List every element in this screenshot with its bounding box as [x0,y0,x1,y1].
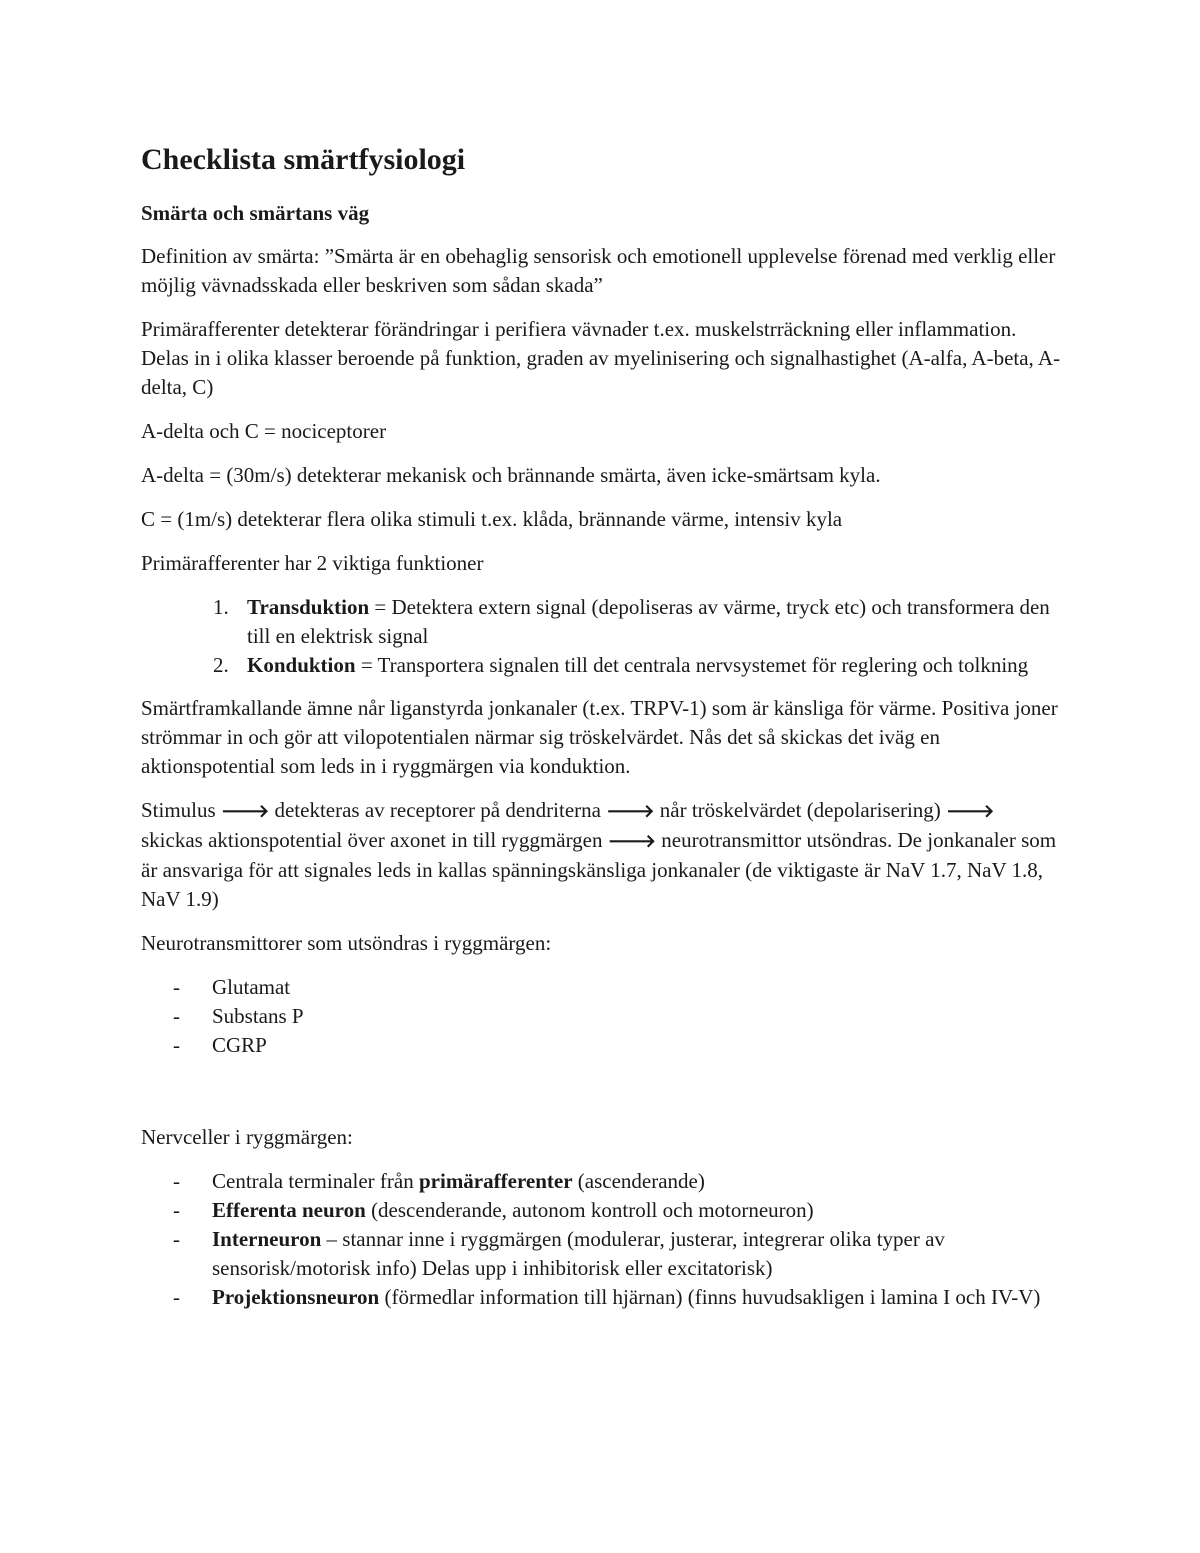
document-page [141,140,1061,1327]
list-number: 1. [213,595,229,619]
right-arrow-icon: 🡒 [606,801,655,822]
term-projektionsneuron: Projektionsneuron [212,1285,380,1309]
list-item-text: = Transportera signalen till det centrala nervsystemet för reglering och tolkning [355,653,1029,677]
list-item [141,1002,1061,1031]
list-item [141,1225,1061,1283]
term-transduktion: Transduktion [247,595,370,619]
list-number: 2. [213,653,229,677]
list-item-text: Substans P [212,1004,304,1028]
smartframkallande-paragraph: Smärtframkallande ämne når liganstyrda jonkanaler (t.ex. TRPV-1) som är känsliga för värme. Positiva joner strömmar in och gör att vilopotentialen närmar sig tröskelvärdet. Nås det så skickas det iväg en aktionspotential som leds in i ryggmärgen via konduktion. [141,696,1058,778]
term-efferenta-neuron: Efferenta neuron [212,1198,366,1222]
list-item-text: Glutamat [212,975,291,999]
functions-intro: Primärafferenter har 2 viktiga funktioner [141,551,484,575]
term-konduktion: Konduktion [247,653,356,677]
neurotransmittorer-list [141,973,1061,1060]
chain-text: Stimulus [141,798,221,822]
list-item-text: (descenderande, autonom kontroll och motorneuron) [365,1198,814,1222]
list-item-text: Centrala terminaler från [212,1169,419,1193]
c-fiber-paragraph: C = (1m/s) detekterar flera olika stimuli t.ex. klåda, brännande värme, intensiv kyla [141,507,843,531]
list-dash: - [173,1227,180,1251]
list-item [141,1167,1061,1196]
chain-text: detekteras av receptorer på dendriterna [269,798,607,822]
adelta-paragraph: A-delta = (30m/s) detekterar mekanisk och brännande smärta, även icke-smärtsam kyla. [141,463,881,487]
neurotransmittorer-intro: Neurotransmittorer som utsöndras i ryggmärgen: [141,931,552,955]
list-item [141,1196,1061,1225]
term-interneuron: Interneuron [212,1227,322,1251]
list-item [141,1283,1061,1312]
nociceptorer-paragraph: A-delta och C = nociceptorer [141,419,387,443]
chain-text: skickas aktionspotential över axonet in till ryggmärgen [141,828,608,852]
chain-text: neurotransmittor utsöndras. De jonkanaler som är ansvariga för att signales leds in kallas spänningskänsliga jonkanaler (de viktigaste är NaV 1.7, NaV 1.8, NaV 1.9) [141,828,1057,911]
list-item-text: = Detektera extern signal (depoliseras av värme, tryck etc) och transformera den till en elektrisk signal [247,595,1050,648]
primarafferenter-paragraph: Primärafferenter detekterar förändringar i perifiera vävnader t.ex. muskelstrräckning eller inflammation. Delas in i olika klasser beroende på funktion, graden av myelinisering och signalhastighet (A-alfa, A-beta, A-delta, C) [141,317,1061,399]
stimulus-chain-paragraph [141,796,1061,914]
nervceller-intro: Nervceller i ryggmärgen: [141,1125,353,1149]
list-dash: - [173,1004,180,1028]
list-item [141,1031,1061,1060]
list-item-text: (ascenderande) [572,1169,705,1193]
list-item-text: – stannar inne i ryggmärgen (modulerar, justerar, integrerar olika typer av sensorisk/motorisk info) Delas upp i inhibitorisk eller excitatorisk) [212,1227,945,1280]
list-item [141,973,1061,1002]
list-dash: - [173,975,180,999]
list-item [141,651,1061,680]
chain-text: når tröskelvärdet (depolarisering) [654,798,947,822]
list-dash: - [173,1033,180,1057]
list-dash: - [173,1285,180,1309]
list-item-text: (förmedlar information till hjärnan) (finns huvudsakligen i lamina I och IV-V) [379,1285,1041,1309]
right-arrow-icon: 🡒 [607,831,657,852]
blank-space [141,1075,1061,1123]
functions-list [141,593,1061,680]
document-title: Checklista smärtfysiologi [141,143,466,176]
list-item-text: CGRP [212,1033,267,1057]
nervceller-list [141,1167,1061,1312]
right-arrow-icon: 🡒 [220,801,270,822]
list-dash: - [173,1169,180,1193]
term-primarafferenter: primärafferenter [418,1169,573,1193]
right-arrow-icon: 🡒 [946,801,995,822]
list-item [141,593,1061,651]
list-dash: - [173,1198,180,1222]
definition-paragraph: Definition av smärta: ”Smärta är en obehaglig sensorisk och emotionell upplevelse förenad med verklig eller möjlig vävnadsskada eller beskriven som sådan skada” [141,244,1056,297]
section-heading: Smärta och smärtans väg [141,201,370,225]
